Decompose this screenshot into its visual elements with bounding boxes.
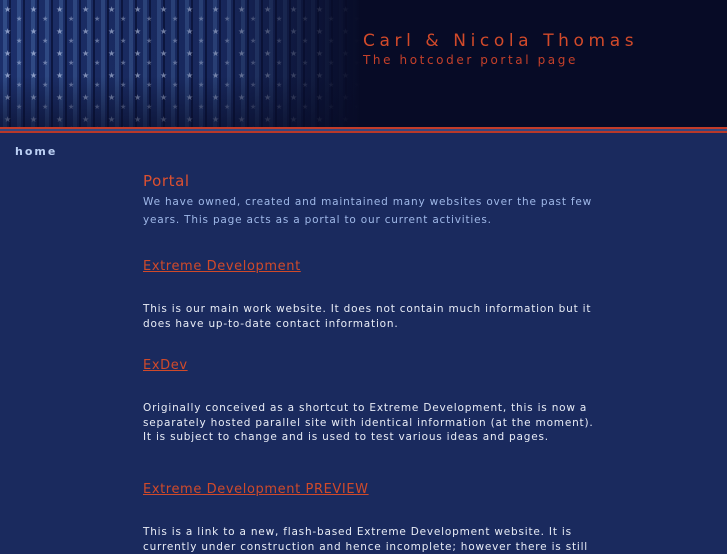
page-title: Portal: [143, 172, 190, 190]
extreme-development-link[interactable]: Extreme Development: [143, 259, 301, 274]
extreme-development-preview-link[interactable]: Extreme Development PREVIEW: [143, 482, 369, 497]
header-rule-red-lower: [0, 131, 727, 133]
extreme-development-description: This is our main work website. It does not contain much information but it does have up-to-date contact information.: [143, 303, 592, 330]
exdev-description: Originally conceived as a shortcut to Extreme Development, this is now a separately hosted parallel site with identical information (at the moment). It is subject to change and is used to test various ideas and pages.: [143, 402, 594, 443]
intro-text: We have owned, created and maintained many websites over the past few years. This page acts as a portal to our current activities.: [143, 196, 593, 226]
nav-home-link[interactable]: home: [15, 145, 58, 158]
site-subtitle: The hotcoder portal page: [363, 53, 578, 67]
exdev-link[interactable]: ExDev: [143, 358, 188, 373]
site-title: Carl & Nicola Thomas: [363, 31, 639, 51]
curtain-image: [0, 0, 362, 127]
header-banner: [0, 0, 727, 127]
extreme-development-preview-description: This is a link to a new, flash-based Extreme Development website. It is currently under construction and hence incomplete; however there is still: [143, 526, 589, 553]
